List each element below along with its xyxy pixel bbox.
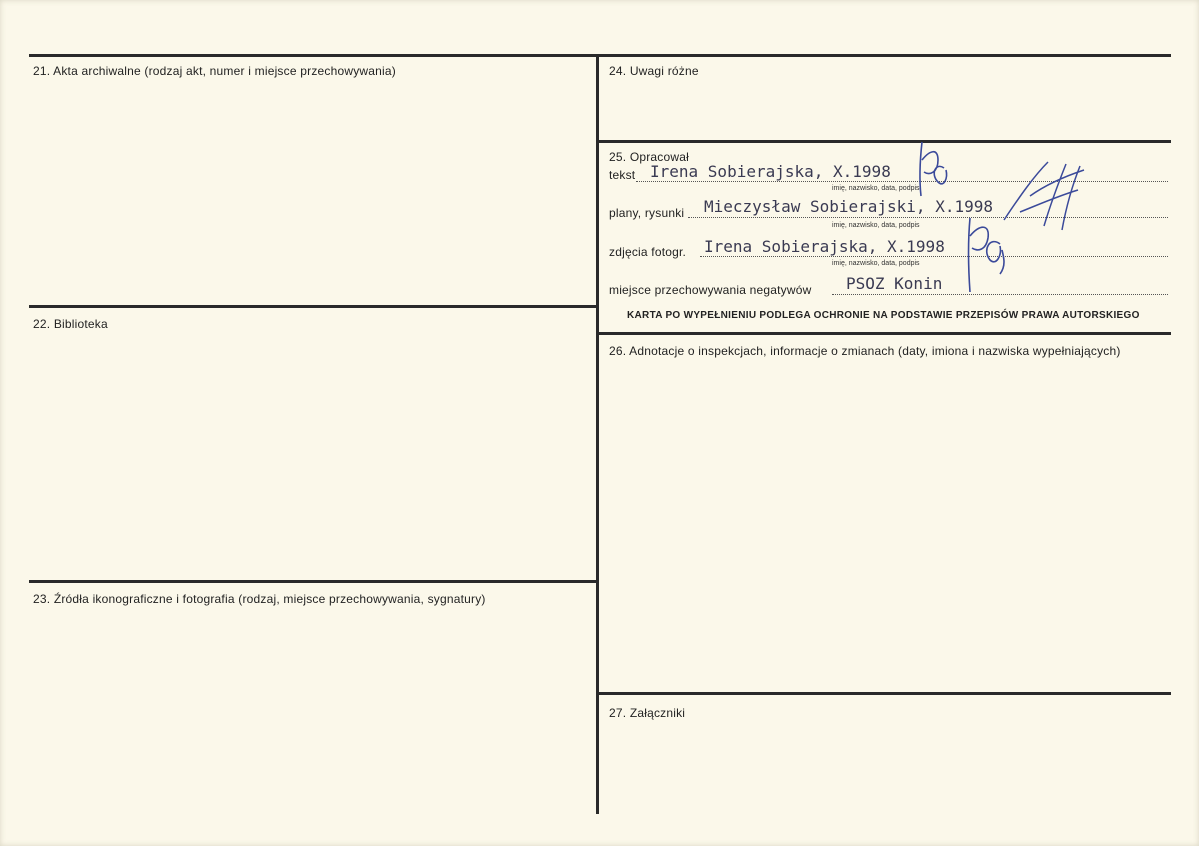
- rule-22-23: [29, 580, 597, 583]
- plany-caption: imię, nazwisko, data, podpis: [832, 222, 920, 229]
- plany-label: plany, rysunki: [609, 206, 685, 220]
- section-21-label: 21. Akta archiwalne (rodzaj akt, numer i miejsce przechowywania): [33, 64, 396, 78]
- rule-top-right: [597, 54, 1171, 57]
- section-26-label: 26. Adnotacje o inspekcjach, informacje o zmianach (daty, imiona i nazwiska wypełniających): [609, 344, 1121, 358]
- section-22-label: 22. Biblioteka: [33, 317, 108, 331]
- copyright-notice: KARTA PO WYPEŁNIENIU PODLEGA OCHRONIE NA PODSTAWIE PRZEPISÓW PRAWA AUTORSKIEGO: [627, 310, 1140, 321]
- rule-21-22: [29, 305, 597, 308]
- signature-3-icon: [956, 214, 1026, 294]
- section-23-label: 23. Źródła ikonograficzne i fotografia (rodzaj, miejsce przechowywania, sygnatury): [33, 592, 486, 606]
- zdjecia-label: zdjęcia fotogr.: [609, 245, 687, 259]
- zdjecia-value: Irena Sobierajska, X.1998: [704, 237, 945, 256]
- section-24-label: 24. Uwagi różne: [609, 64, 699, 78]
- rule-24-25: [597, 140, 1171, 143]
- column-divider: [596, 54, 599, 814]
- tekst-value: Irena Sobierajska, X.1998: [650, 162, 891, 181]
- signature-1-icon: [908, 140, 968, 200]
- negatywy-label: miejsce przechowywania negatywów: [609, 283, 812, 297]
- section-25-heading: 25. Opracował: [609, 150, 689, 164]
- rule-26-27: [597, 692, 1171, 695]
- section-27-label: 27. Załączniki: [609, 706, 686, 720]
- tekst-label: tekst: [609, 168, 636, 182]
- plany-line: [688, 217, 1168, 218]
- plany-value: Mieczysław Sobierajski, X.1998: [704, 197, 993, 216]
- zdjecia-line: [700, 256, 1168, 257]
- rule-top-left: [29, 54, 597, 57]
- zdjecia-caption: imię, nazwisko, data, podpis: [832, 260, 920, 267]
- negatywy-value: PSOZ Konin: [846, 274, 943, 293]
- rule-25-26: [597, 332, 1171, 335]
- tekst-caption: imię, nazwisko, data, podpis: [832, 185, 920, 192]
- negatywy-line: [832, 294, 1168, 295]
